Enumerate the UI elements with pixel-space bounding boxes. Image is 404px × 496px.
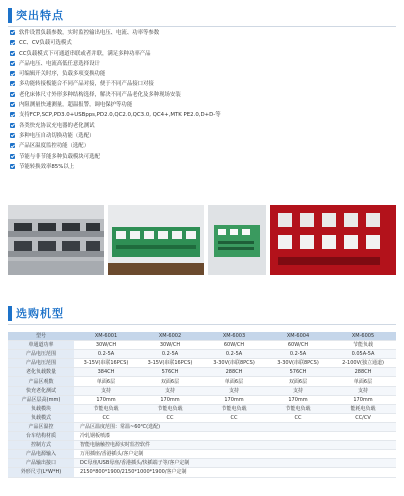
feature-item: [10, 49, 400, 59]
features-list: [10, 28, 400, 172]
table-row: [8, 404, 396, 413]
table-row: [8, 413, 396, 422]
table-cell: 288CH: [330, 368, 396, 377]
table-cell: 170mm: [330, 395, 396, 404]
models-section-header: [0, 304, 404, 324]
table-row: [8, 450, 396, 459]
table-header-cell: 型号: [8, 332, 74, 341]
table-row: [8, 395, 396, 404]
table-cell: 30W/CH: [74, 341, 138, 350]
table-row: [8, 359, 396, 368]
table-cell: 384CH: [74, 368, 138, 377]
table-cell: 支持: [74, 386, 138, 395]
feature-item: [10, 59, 400, 69]
feature-text: 可编辑开关时序，负载多项变换功能: [19, 71, 106, 78]
table-header-cell: XM-6001: [74, 332, 138, 341]
table-cell: 节能电负载: [138, 404, 202, 413]
table-header-cell: XM-6003: [202, 332, 266, 341]
features-section-title: 突出特点: [16, 9, 64, 22]
section-accent-bar: [8, 306, 12, 321]
table-cell: 节能负载: [330, 341, 396, 350]
green-board-photo: [108, 205, 204, 275]
table-cell: 60W/CH: [266, 341, 330, 350]
checkbox-icon: [10, 61, 15, 66]
table-cell: 170mm: [202, 395, 266, 404]
section-accent-bar: [8, 8, 12, 23]
checkbox-icon: [10, 30, 15, 35]
feature-item: [10, 141, 400, 151]
checkbox-icon: [10, 71, 15, 76]
row-label: 产品区观数: [8, 377, 74, 386]
feature-item: [10, 162, 400, 172]
row-label: 负载模式: [8, 413, 74, 422]
feature-item: [10, 28, 400, 38]
feature-text: 产品电压、电流高低任意选择设计: [19, 60, 100, 67]
table-cell: 0.2-5A: [202, 350, 266, 359]
table-cell: 万用插座/香港插头/客户定制: [74, 450, 396, 459]
table-cell: 2-100V(独立通道): [330, 359, 396, 368]
table-row: [8, 468, 396, 477]
table-header-cell: XM-6005: [330, 332, 396, 341]
row-label: 台车结构材质: [8, 432, 74, 441]
row-label: 产品电压范围: [8, 350, 74, 359]
table-cell: 节能电负载: [266, 404, 330, 413]
table-cell: CC: [74, 413, 138, 422]
feature-text: 节能与非节能多种负载模块可选配: [19, 153, 100, 160]
pcb-photo: [208, 205, 266, 275]
table-row: [8, 368, 396, 377]
section-divider: [8, 324, 396, 325]
table-cell: 576CH: [138, 368, 202, 377]
table-header-row: [8, 332, 396, 341]
table-cell: 冷轧钢板喷漆: [74, 432, 396, 441]
feature-item: [10, 90, 400, 100]
table-row: [8, 341, 396, 350]
table-cell: CC: [138, 413, 202, 422]
table-cell: 576CH: [266, 368, 330, 377]
table-cell: 2150*800*1900/2150*1000*1900/客户定制: [74, 468, 396, 477]
table-cell: 双面6层: [138, 377, 202, 386]
table-cell: 节能电负载: [202, 404, 266, 413]
table-cell: 支持: [138, 386, 202, 395]
feature-text: 软件设置负载参数，实时监控输出电压、电流、功率等参数: [19, 30, 160, 36]
table-cell: 30W/CH: [138, 341, 202, 350]
table-cell: 60W/CH: [202, 341, 266, 350]
row-label: 产品电源输入: [8, 450, 74, 459]
table-row: [8, 441, 396, 450]
row-label: 产品电压范围: [8, 359, 74, 368]
table-cell: 3-15V(串联16PCS): [138, 359, 202, 368]
table-cell: 单面6层: [330, 377, 396, 386]
features-section-header: [0, 6, 404, 26]
checkbox-icon: [10, 143, 15, 148]
table-row: [8, 350, 396, 359]
table-cell: 产品区温度范围：常温~60℃(选配): [74, 422, 396, 431]
checkbox-icon: [10, 40, 15, 45]
row-label: 外形尺寸(L*W*H): [8, 468, 74, 477]
table-header-cell: XM-6002: [138, 332, 202, 341]
table-header-cell: XM-6004: [266, 332, 330, 341]
feature-text: 多种电压自动切换功能（选配）: [19, 132, 95, 139]
row-label: 负载模块: [8, 404, 74, 413]
table-cell: CC/CV: [330, 413, 396, 422]
feature-text: 支持FCP,SCP,PD3.0+USBpps,PD2.0,QC2.0,QC3.0, QC4+,MTK PE2.0,D+D-等: [19, 112, 221, 119]
checkbox-icon: [10, 102, 15, 107]
checkbox-icon: [10, 133, 15, 138]
checkbox-icon: [10, 92, 15, 97]
table-cell: 节能电负载: [74, 404, 138, 413]
feature-text: CC负载模式下可通道串联或者并联，满足多种功率产品: [19, 50, 151, 57]
table-cell: 3-30V(串联8PCS): [266, 359, 330, 368]
feature-item: [10, 110, 400, 120]
checkbox-icon: [10, 164, 15, 169]
table-row: [8, 377, 396, 386]
table-row: [8, 386, 396, 395]
table-cell: 170mm: [138, 395, 202, 404]
table-row: [8, 422, 396, 431]
row-label: 单通道功率: [8, 341, 74, 350]
row-label: 产品输出接口: [8, 459, 74, 468]
table-cell: 3-30V(串联8PCS): [202, 359, 266, 368]
feature-text: 多功能转接板能合不同产品对接，便于不同产品接口对接: [19, 81, 154, 88]
photo-strip: [8, 205, 396, 275]
table-cell: CC: [202, 413, 266, 422]
table-cell: 能耗电负载: [330, 404, 396, 413]
table-cell: 3-15V(串联16PCS): [74, 359, 138, 368]
table-cell: 单面6层: [74, 377, 138, 386]
feature-item: [10, 79, 400, 89]
table-cell: CC: [266, 413, 330, 422]
checkbox-icon: [10, 154, 15, 159]
table-cell: 单面6层: [202, 377, 266, 386]
table-cell: 0.05A-5A: [330, 350, 396, 359]
row-label: 控制方式: [8, 441, 74, 450]
section-divider: [8, 26, 396, 27]
table-cell: 0.2-5A: [138, 350, 202, 359]
checkbox-icon: [10, 112, 15, 117]
row-label: 产品区层高(mm): [8, 395, 74, 404]
feature-item: [10, 152, 400, 162]
table-cell: 170mm: [266, 395, 330, 404]
feature-item: [10, 131, 400, 141]
table-cell: 170mm: [74, 395, 138, 404]
spec-table: [8, 332, 396, 478]
table-cell: 智能电脑触控电源实时监控软件: [74, 441, 396, 450]
feature-item: [10, 38, 400, 48]
table-cell: 支持: [202, 386, 266, 395]
feature-text: 节能转换效率85%以上: [19, 163, 75, 170]
feature-item: [10, 100, 400, 110]
feature-text: 老化床体尺寸外形多种结构选择，解决不同产品老化及多种现场安装: [19, 91, 181, 98]
table-cell: 支持: [330, 386, 396, 395]
red-board-photo: [270, 205, 396, 275]
row-label: 产品区温控: [8, 422, 74, 431]
table-cell: DC母座/USB母座/香港插头/快插端子等/客户定制: [74, 459, 396, 468]
checkbox-icon: [10, 81, 15, 86]
table-row: [8, 432, 396, 441]
feature-text: 产品区温度监控功能（选配）: [19, 143, 90, 150]
row-label: 快充老化测试: [8, 386, 74, 395]
checkbox-icon: [10, 123, 15, 128]
feature-text: CC、CV负载可选模式: [19, 40, 72, 47]
row-label: 老化负载数量: [8, 368, 74, 377]
table-cell: 0.2-5A: [266, 350, 330, 359]
table-cell: 288CH: [202, 368, 266, 377]
rack-photo: [8, 205, 104, 275]
table-row: [8, 459, 396, 468]
table-cell: 双面6层: [266, 377, 330, 386]
models-section-title: 选购机型: [16, 307, 64, 320]
table-cell: 0.2-5A: [74, 350, 138, 359]
feature-text: 各类快充协议充电器的老化测试: [19, 122, 95, 129]
feature-item: [10, 121, 400, 131]
feature-item: [10, 69, 400, 79]
checkbox-icon: [10, 51, 15, 56]
table-cell: 支持: [266, 386, 330, 395]
feature-text: 内阻测量快速测量，超温报警，调电保护等功能: [19, 102, 133, 109]
